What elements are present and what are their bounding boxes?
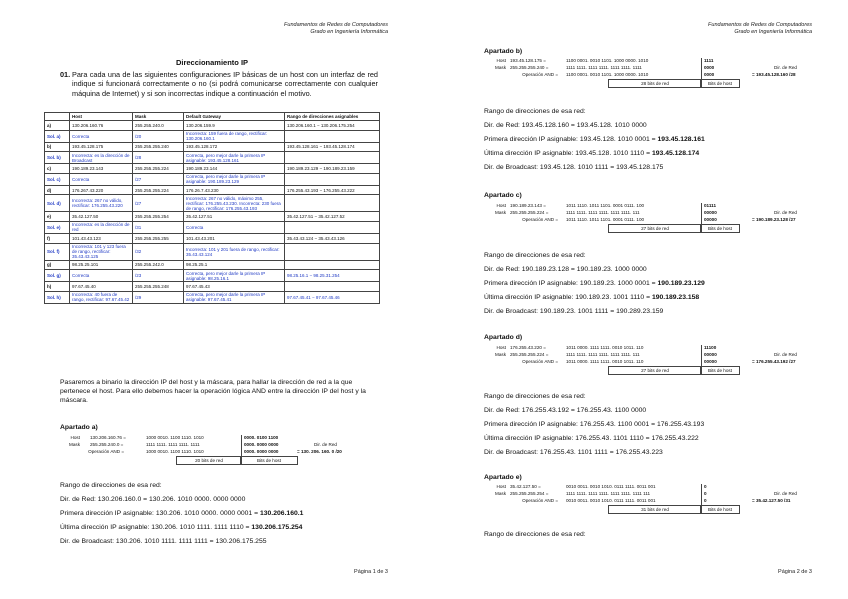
and-label: Operación AND = [522, 217, 558, 222]
and-result: = 193.45.128.160 /28 [752, 72, 796, 77]
table-cell: 255.255.255.224 [133, 185, 184, 195]
table-cell: Correcta [70, 270, 133, 282]
network-address: Dir. de Red: 176.255.43.192 = 176.255.43. 1100 0000 [484, 407, 647, 414]
table-cell [285, 221, 380, 233]
table-cell: 176.267.43.220 [70, 185, 133, 195]
row-label-cell: Sol. e) [45, 221, 70, 233]
section-c-title: Apartado c) [484, 192, 522, 199]
row-label-cell: g) [45, 260, 70, 270]
last-assignable [484, 150, 699, 158]
network-bits-box: 31 bits de red [608, 505, 702, 514]
host-bits-box: Bits de host [700, 224, 740, 233]
first-assignable-value: 193.45.128.161 [657, 136, 705, 143]
host-label: Host [70, 435, 80, 440]
table-cell: 97.67.45.43 [184, 282, 285, 292]
config-row [45, 121, 380, 131]
table-cell: /23 [133, 270, 184, 282]
host-decimal: 193.45.128.175 = [510, 58, 546, 63]
table-cell: 255.255.255.224 [133, 164, 184, 174]
question-number: 01. [60, 70, 71, 79]
first-assignable-text: Primera dirección IP asignable: 190.189.23. 1000 0001 = [484, 280, 658, 287]
range-heading: Rango de direcciones de esa red: [60, 482, 162, 489]
row-label-cell: Sol. h) [45, 291, 70, 303]
table-cell: Incorrecta: 101 y 123 fuera de rango, rectificar: 35.43.43.125 [70, 243, 133, 260]
network-address: Dir. de Red: 190.189.23.128 = 190.189.23. 1000 0000 [484, 266, 647, 273]
table-cell: 98.25.25.1 [184, 260, 285, 270]
last-assignable-text: Última dirección IP asignable: 193.45.128. 1010 1110 = [484, 150, 652, 157]
table-cell: Incorrecta: 159 fuera de rango, rectificar: 130.206.160.1 [184, 130, 285, 142]
mask-decimal: 255.255.255.240 = [510, 65, 549, 70]
page-header [284, 22, 388, 35]
table-cell: Incorrecta: es la dirección de Broadcast [70, 152, 133, 164]
table-cell: 130.206.160.1 − 130.206.175.254 [285, 121, 380, 131]
first-assignable [484, 280, 705, 288]
document-page-2 [424, 0, 848, 599]
table-cell: Correcta [70, 173, 133, 185]
row-label-cell: Sol. f) [45, 243, 70, 260]
table-cell: Correcta [70, 130, 133, 142]
solution-row [45, 291, 380, 303]
and-host-bits: 0000. 0000 0000 [244, 449, 279, 454]
table-cell: 193.45.128.172 [184, 142, 285, 152]
solution-row [45, 221, 380, 233]
table-cell: 255.255.255.254 [133, 212, 184, 222]
row-label-cell: f) [45, 233, 70, 243]
config-row [45, 260, 380, 270]
and-network-bits: 1011 1110. 1011 1101. 0001 0111. 100 [566, 217, 645, 222]
table-cell: 35.43.43.124 − 35.43.43.126 [285, 233, 380, 243]
host-decimal: 130.206.160.76 = [90, 435, 126, 440]
network-bits-box: 28 bits de red [608, 79, 702, 88]
binary-and-block-d [478, 345, 818, 391]
table-cell: 98.25.16.1 − 98.25.31.254 [285, 270, 380, 282]
mask-decimal: 255.255.255.254 = [510, 491, 549, 496]
table-cell: 98.25.25.101 [70, 260, 133, 270]
table-header-cell: Rango de direcciones asignables [285, 113, 380, 121]
last-assignable-value: 190.189.23.158 [651, 294, 700, 301]
mask-host-bits: 0000 [704, 65, 715, 70]
and-host-bits: 00000 [704, 217, 717, 222]
table-cell [285, 152, 380, 164]
config-row [45, 212, 380, 222]
mask-host-bits: 0000. 0000 0000 [244, 442, 279, 447]
table-header-cell: Default Gateway [184, 113, 285, 121]
table-cell [285, 243, 380, 260]
table-cell: 193.45.128.161 − 193.45.128.174 [285, 142, 380, 152]
network-address: Dir. de Red: 130.206.160.0 = 130.206. 1010 0000. 0000 0000 [60, 496, 246, 503]
host-host-bits: 01111 [704, 203, 717, 208]
and-host-bits: 0000 [704, 72, 715, 77]
host-decimal: 35.42.127.50 = [510, 484, 541, 489]
config-row [45, 282, 380, 292]
host-network-bits: 1011 1110. 1011 1101. 0001 0111. 100 [566, 203, 645, 208]
table-cell [285, 173, 380, 185]
host-decimal: 176.255.43.220 = [510, 345, 546, 350]
table-cell: Correcta [184, 221, 285, 233]
range-heading: Rango de direcciones de esa red: [484, 393, 586, 400]
mask-host-bits: 00000 [704, 210, 717, 215]
table-cell: 255.255.242.0 [133, 260, 184, 270]
table-cell: /32 [133, 243, 184, 260]
mask-host-bits: 00000 [704, 352, 717, 357]
page-number: Página 2 de 3 [778, 569, 812, 575]
solution-row [45, 243, 380, 260]
network-bits-box: 27 bits de red [608, 224, 702, 233]
section-b-title: Apartado b) [484, 48, 523, 55]
page-number: Página 1 de 3 [354, 569, 388, 575]
mask-decimal: 255.255.240.0 = [90, 442, 124, 447]
binary-and-block-c [478, 203, 818, 249]
row-label-cell: b) [45, 142, 70, 152]
host-host-bits: 1111 [704, 58, 714, 63]
dir-red-label: Dir. de Red [774, 210, 797, 215]
header-line-2: Grado en Ingeniería Informática [310, 28, 388, 35]
table-cell: Incorrecta: 40 fuera de rango, rectificar: 97.67.45.42 [70, 291, 133, 303]
mask-decimal: 255.255.255.224 = [510, 352, 549, 357]
table-cell: /27 [133, 195, 184, 212]
and-label: Operación AND = [522, 359, 558, 364]
host-label: Host [496, 203, 506, 208]
table-cell: 255.255.255.240 [133, 142, 184, 152]
solution-row [45, 152, 380, 164]
last-assignable [484, 294, 699, 302]
first-assignable [484, 136, 705, 144]
table-cell: /31 [133, 221, 184, 233]
last-assignable-text: Última dirección IP asignable: 130.206. 1010 1111. 1111 1110 = [60, 524, 252, 531]
row-label-cell: h) [45, 282, 70, 292]
table-cell: 35.42.127.50 [70, 212, 133, 222]
host-host-bits: 0000. 0100 1100 [244, 435, 279, 440]
mask-label: Mask [495, 491, 506, 496]
table-cell: 190.189.23.143 [70, 164, 133, 174]
table-cell: /27 [133, 173, 184, 185]
host-network-bits: 0010 0011. 0010 1010. 0111 1111. 0011 001 [566, 484, 656, 489]
row-label-cell: Sol. g) [45, 270, 70, 282]
table-cell: 101.43.43.201 [184, 233, 285, 243]
last-assignable-value: 193.45.128.174 [651, 150, 700, 157]
and-network-bits: 1000 0010. 1100 1110. 1010 [146, 449, 204, 454]
table-cell: Incorrecta: 267 no válido, máximo 255, rectificar: 176.255.43.230. Incorrecta: 230 fuera de rango, rectificar: 176.255.43.193 [184, 195, 285, 212]
mask-label: Mask [69, 442, 80, 447]
dir-red-label: Dir. de Red [774, 491, 797, 496]
table-cell: 190.189.23.129 − 190.189.23.159 [285, 164, 380, 174]
last-assignable: Última dirección IP asignable: 176.255.43. 1101 1110 = 176.255.43.222 [484, 435, 699, 442]
row-label-cell: a) [45, 121, 70, 131]
host-label: Host [496, 58, 506, 63]
first-assignable-text: Primera dirección IP asignable: 130.206. 1010 0000. 0000 0001 = [60, 510, 260, 517]
and-network-bits: 1100 0001. 0010 1101. 1000 0000. 1010 [566, 72, 649, 77]
and-result: = 190.189.23.128 /27 [752, 217, 796, 222]
last-assignable [60, 524, 302, 532]
last-assignable-value: 130.206.175.254 [251, 524, 303, 531]
binary-and-block-e [478, 484, 818, 530]
solution-row [45, 195, 380, 212]
table-cell: 255.255.255.255 [133, 233, 184, 243]
table-cell: 130.206.160.76 [70, 121, 133, 131]
table-cell [285, 282, 380, 292]
host-host-bits: 0 [704, 484, 707, 489]
table-cell: /20 [133, 130, 184, 142]
question-01 [60, 70, 378, 98]
page-header [708, 22, 812, 35]
table-cell [285, 130, 380, 142]
document-title: Direccionamiento IP [175, 58, 249, 67]
table-cell: Correcta, pero mejor darle la primera IP asignable: 190.189.23.129 [184, 173, 285, 185]
question-text: Para cada una de las siguientes configuraciones IP básicas de un host con un interfaz de red indique si funcionará correctamente o no (si podrá comunicarse correctamente con cualquier máquina de Internet) y si son incorrectas indique a continuación el motivo. [72, 70, 378, 98]
table-cell: 190.189.23.144 [184, 164, 285, 174]
mask-network-bits: 1111 1111. 1111 1111. 1111 1111. 1111 111 [566, 491, 651, 496]
range-heading: Rango de direcciones de esa red: [484, 252, 586, 259]
and-network-bits: 0010 0011. 0010 1010. 0111 1111. 0011 001 [566, 498, 656, 503]
host-bits-box: Bits de host [700, 505, 740, 514]
mask-network-bits: 1111 1111. 1111 1111. 1111 1111. 1111 [566, 65, 642, 70]
row-label-cell: Sol. a) [45, 130, 70, 142]
config-row [45, 233, 380, 243]
table-cell: 97.67.45.41 − 97.67.45.46 [285, 291, 380, 303]
solution-row [45, 270, 380, 282]
host-bits-box: Bits de host [700, 366, 740, 375]
section-e-title: Apartado e) [484, 474, 522, 481]
table-cell: Incorrecta: 267 no válido, rectificar: 176.255.43.220 [70, 195, 133, 212]
table-cell: 35.42.127.51 − 35.42.127.52 [285, 212, 380, 222]
table-cell [285, 260, 380, 270]
table-header-cell [45, 113, 70, 121]
host-bits-box: Bits de host [240, 456, 298, 465]
config-row [45, 164, 380, 174]
header-line-1: Fundamentos de Redes de Computadores [284, 22, 388, 28]
and-result: = 130. 206. 160. 0 /20 [297, 449, 342, 454]
table-cell: Incorrecta: es la dirección de red [70, 221, 133, 233]
table-cell: 255.255.255.248 [133, 282, 184, 292]
mask-network-bits: 1111 1111. 1111 1111. 1111 [146, 442, 200, 447]
mask-label: Mask [495, 65, 506, 70]
table-cell: /29 [133, 291, 184, 303]
binary-and-block-b [478, 58, 818, 104]
table-cell: Correcta, pero mejor darle la primera IP asignable: 98.25.16.1 [184, 270, 285, 282]
table-cell: 130.206.159.9 [184, 121, 285, 131]
and-label: Operación AND = [88, 449, 124, 454]
first-assignable: Primera dirección IP asignable: 176.255.43. 1100 0001 = 176.255.43.193 [484, 421, 705, 428]
and-host-bits: 0 [704, 498, 707, 503]
binary-explanation: Pasaremos a binario la dirección IP del host y la máscara, para hallar la dirección de red a la que pertenece el host. Para ello debemos hacer la operación lógica AND entre la dirección IP del host y la máscara. [60, 379, 366, 405]
host-bits-box: Bits de host [700, 79, 740, 88]
first-assignable-value: 190.189.23.129 [657, 280, 705, 287]
table-header-cell: Host [70, 113, 133, 121]
config-row [45, 142, 380, 152]
and-host-bits: 00000 [704, 359, 717, 364]
table-cell: Correcta, pero mejor darle la primera IP asignable: 193.45.128.161 [184, 152, 285, 164]
network-bits-box: 20 bits de red [176, 456, 242, 465]
table-cell: Correcta, pero mejor darle la primera IP asignable: 97.67.45.41 [184, 291, 285, 303]
first-assignable-text: Primera dirección IP asignable: 193.45.128. 1010 0001 = [484, 136, 658, 143]
and-network-bits: 1011 0000. 1111 1111. 0010 1011. 110 [566, 359, 644, 364]
range-heading: Rango de direcciones de esa red: [484, 108, 586, 115]
table-cell: 97.67.45.40 [70, 282, 133, 292]
mask-network-bits: 1111 1111. 1111 1111. 1111 1111. 111 [566, 210, 640, 215]
host-network-bits: 1000 0010. 1100 1110. 1010 [146, 435, 204, 440]
solution-row [45, 173, 380, 185]
table-cell: Incorrecta: 101 y 201 fuera de rango, rectificar: 35.43.43.124 [184, 243, 285, 260]
table-cell: 35.42.127.51 [184, 212, 285, 222]
table-header-cell: Mask [133, 113, 184, 121]
and-result: = 176.255.43.192 /27 [752, 359, 796, 364]
row-label-cell: Sol. c) [45, 173, 70, 185]
header-line-1: Fundamentos de Redes de Computadores [708, 22, 812, 28]
table-cell [285, 195, 380, 212]
host-host-bits: 11100 [704, 345, 717, 350]
table-header-row [45, 113, 380, 121]
dir-red-label: Dir. de Red [774, 352, 797, 357]
host-decimal: 190.189.23.143 = [510, 203, 546, 208]
host-network-bits: 1100 0001. 0010 1101. 1000 0000. 1010 [566, 58, 649, 63]
and-label: Operación AND = [522, 498, 558, 503]
and-label: Operación AND = [522, 72, 558, 77]
section-a-title: Apartado a) [60, 424, 98, 431]
table-cell: 193.45.128.175 [70, 142, 133, 152]
row-label-cell: d) [45, 185, 70, 195]
broadcast-address: Dir. de Broadcast: 130.206. 1010 1111. 1111 1111 = 130.206.175.255 [60, 538, 267, 545]
first-assignable [60, 510, 303, 518]
row-label-cell: e) [45, 212, 70, 222]
and-result: = 35.42.127.50 /31 [752, 498, 791, 503]
config-row [45, 185, 380, 195]
host-network-bits: 1011 0000. 1111 1111. 0010 1011. 110 [566, 345, 644, 350]
row-label-cell: c) [45, 164, 70, 174]
mask-network-bits: 1111 1111. 1111 1111. 1111 1111. 111 [566, 352, 640, 357]
broadcast-address: Dir. de Broadcast: 176.255.43. 1101 1111 = 176.255.43.223 [484, 449, 663, 456]
last-assignable-text: Última dirección IP asignable: 190.189.23. 1001 1110 = [484, 294, 652, 301]
row-label-cell: Sol. d) [45, 195, 70, 212]
table-cell: 176.26.7.43.230 [184, 185, 285, 195]
table-cell: 255.255.240.0 [133, 121, 184, 131]
section-d-title: Apartado d) [484, 334, 523, 341]
mask-label: Mask [495, 210, 506, 215]
table-cell: 101.43.43.123 [70, 233, 133, 243]
table-cell: /28 [133, 152, 184, 164]
host-label: Host [496, 484, 506, 489]
broadcast-address: Dir. de Broadcast: 193.45.128. 1010 1111 = 193.45.128.175 [484, 164, 664, 171]
network-address: Dir. de Red: 193.45.128.160 = 193.45.128. 1010 0000 [484, 122, 647, 129]
range-heading: Rango de direcciones de esa red: [484, 531, 586, 538]
mask-label: Mask [495, 352, 506, 357]
dir-red-label: Dir. de Red [314, 442, 337, 447]
binary-and-block-a [60, 435, 390, 481]
row-label-cell: Sol. b) [45, 152, 70, 164]
header-line-2: Grado en Ingeniería Informática [734, 28, 812, 35]
host-label: Host [496, 345, 506, 350]
mask-decimal: 255.255.255.224 = [510, 210, 549, 215]
first-assignable-value: 130.206.160.1 [259, 510, 304, 517]
network-bits-box: 27 bits de red [608, 366, 702, 375]
table-cell: 176.255.43.193 − 176.255.43.222 [285, 185, 380, 195]
mask-host-bits: 0 [704, 491, 707, 496]
broadcast-address: Dir. de Broadcast: 190.189.23. 1001 1111 = 190.289.23.159 [484, 308, 664, 315]
ip-config-table [44, 112, 380, 304]
dir-red-label: Dir. de Red [774, 65, 797, 70]
solution-row [45, 130, 380, 142]
